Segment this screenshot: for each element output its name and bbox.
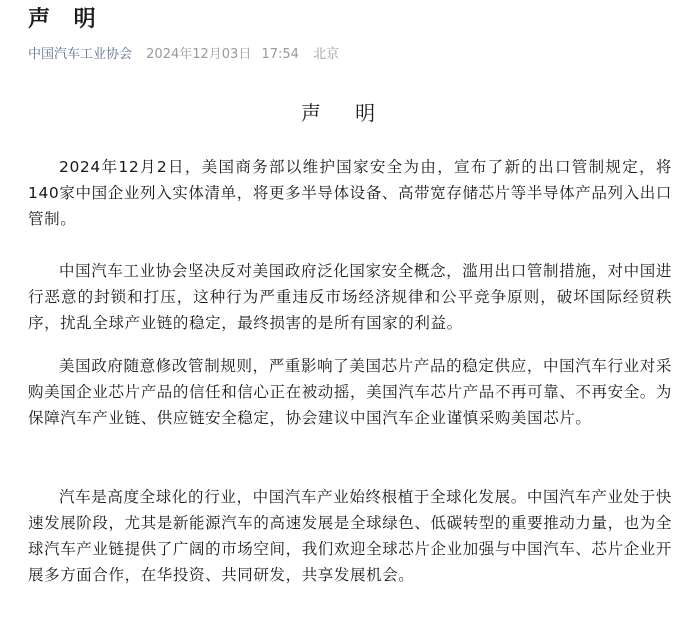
author-link[interactable]: 中国汽车工业协会 bbox=[28, 47, 133, 62]
article-title: 声 明 bbox=[28, 7, 104, 32]
paragraph: 美国政府随意修改管制规则，严重影响了美国芯片产品的稳定供应，中国汽车行业对采购美国企业芯片产品的信任和信心正在被动摇，美国汽车芯片产品不再可靠、不再安全。为保障汽车产业链、供应链安全稳定，协会建议中国汽车企业谨慎采购美国芯片。 bbox=[28, 357, 673, 427]
publish-time: 17:54 bbox=[261, 47, 299, 62]
publish-location: 北京 bbox=[313, 47, 340, 62]
paragraph: 中国汽车工业协会坚决反对美国政府泛化国家安全概念，滥用出口管制措施，对中国进行恶意的封锁和打压，这种行为严重违反市场经济规律和公平竞争原则，破坏国际经贸秩序，扰乱全球产业链的稳定，最终损害的是所有国家的利益。 bbox=[28, 262, 672, 332]
statement-heading: 声 明 bbox=[300, 101, 390, 125]
article-meta bbox=[28, 46, 339, 64]
paragraph: 2024年12月2日，美国商务部以维护国家安全为由，宣布了新的出口管制规定，将140家中国企业列入实体清单，将更多半导体设备、高带宽存储芯片等半导体产品列入出口管制。 bbox=[28, 158, 672, 228]
paragraph: 汽车是高度全球化的行业，中国汽车产业始终根植于全球化发展。中国汽车产业处于快速发展阶段，尤其是新能源汽车的高速发展是全球绿色、低碳转型的重要推动力量，也为全球汽车产业链提供了广阔的市场空间，我们欢迎全球芯片企业加强与中国汽车、芯片企业开展多方面合作，在华投资、共同研发，共享发展机会。 bbox=[28, 488, 673, 584]
publish-date: 2024年12月03日 bbox=[146, 47, 252, 62]
